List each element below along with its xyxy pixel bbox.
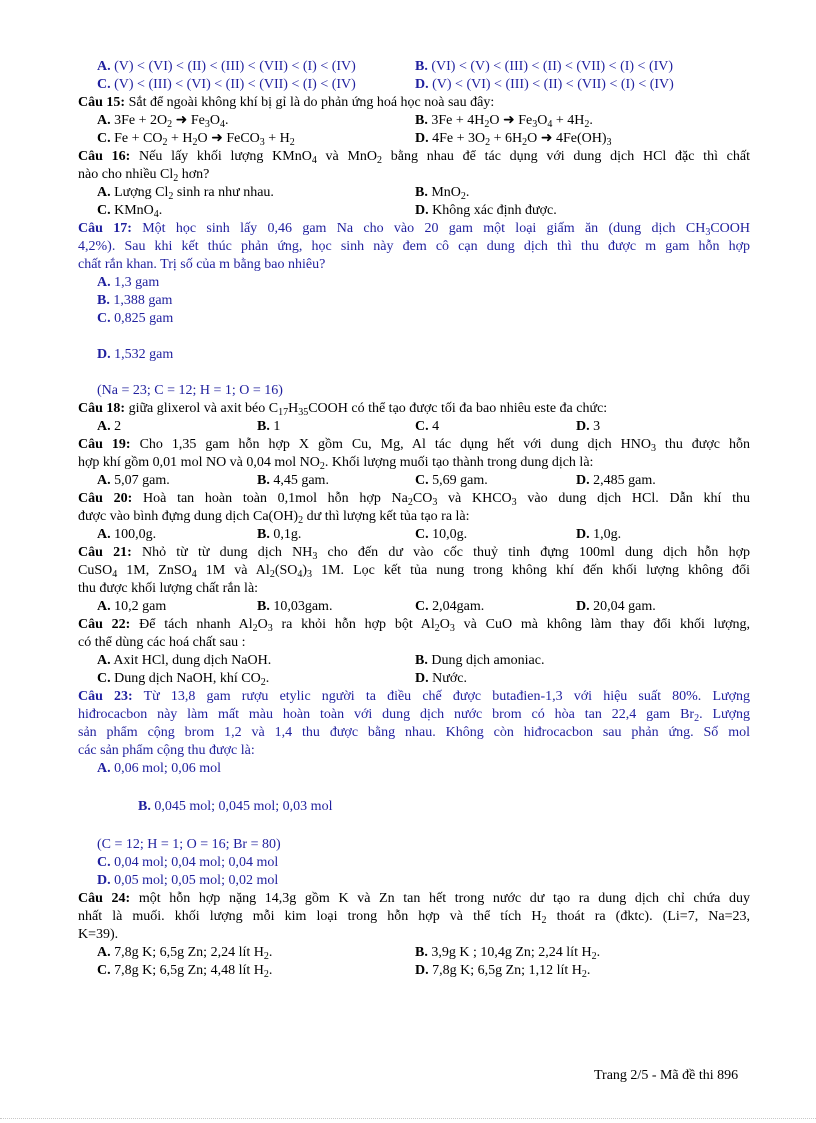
q16-option-c: C. KMnO$_4$. bbox=[97, 203, 163, 220]
q19-options bbox=[78, 472, 750, 490]
q20-stem-line-2: được vào bình đựng dung dịch $Ca(OH)_2$ dư thì lượng kết tủa tạo ra là: bbox=[78, 509, 470, 526]
q22-option-a: A. Axit HCl, dung dịch NaOH. bbox=[97, 653, 272, 668]
q14-option-d: (V) < (VI) < (III) < (II) < (VII) < (I) < (IV) bbox=[432, 77, 674, 92]
q18-option-b: B. 1 bbox=[257, 419, 281, 434]
q18-option-d: D. 3 bbox=[576, 419, 601, 434]
q17-stem-line-2: 4,2%). Sau khi kết thúc phản ứng, học sinh này đem cô cạn dung dịch thì thu được m gam hỗn hợp bbox=[78, 239, 750, 254]
q16-option-d: D. Không xác định được. bbox=[415, 203, 557, 218]
q14-option-a: (V) < (VI) < (II) < (III) < (VII) < (I) < (IV) bbox=[114, 59, 356, 74]
q22-options-row-1 bbox=[78, 652, 750, 670]
q21-option-b: B. 10,03gam. bbox=[257, 599, 333, 614]
q24-option-c: C. 7,8g K; 6,5g Zn; 4,48 lít $H_2$. bbox=[97, 963, 273, 980]
q20-option-d: D. 1,0g. bbox=[576, 527, 622, 542]
q18-option-c: C. 4 bbox=[415, 419, 440, 434]
q20-stem-line-1: Câu 20: Hoà tan hoàn toàn 0,1mol hỗn hợp $Na_2CO_3$ và $KHCO_3$ vào dung dịch HCl. Dẫn khí thu bbox=[78, 491, 751, 508]
q17-stem-line-3: chất rắn khan. Trị số của m bằng bao nhiêu? bbox=[78, 257, 326, 272]
q24-option-a: A. 7,8g K; 6,5g Zn; 2,24 lít $H_2$. bbox=[97, 945, 273, 962]
q15-option-a: A. $3Fe + 2O_2$ ➜ $Fe_3O_4$. bbox=[97, 113, 229, 130]
q16-stem-line-1: Câu 16: Nếu lấy khối lượng KMnO$_4$ và MnO$_2$ bằng nhau để tác dụng với dung dịch HCl đặc thì chất bbox=[78, 149, 751, 166]
question-label: Câu 15: bbox=[78, 95, 126, 110]
q24-stem-line-3: K=39). bbox=[78, 927, 119, 942]
q19-stem-line-1: Câu 19: Cho 1,35 gam hỗn hợp X gồm Cu, Mg, Al tác dụng hết với dung dịch $HNO_3$ thu được hỗn bbox=[78, 437, 751, 454]
q23-stem-line-3: sản phẩm cộng brom 1,2 và 1,4 thu được bằng nhau. Không còn hiđrocacbon sau phản ứng. Số mol bbox=[78, 725, 750, 740]
q17-option-b: B. 1,388 gam bbox=[97, 293, 173, 308]
q15-option-d: D. $4Fe + 3O_2 + 6H_2O$ ➜ $4Fe(OH)_3$ bbox=[415, 131, 612, 148]
question-text: Sắt để ngoài không khí bị gỉ là do phản ứng hoá học noà sau đây: bbox=[128, 95, 495, 110]
q17-stem-line-1: Câu 17: Một học sinh lấy 0,46 gam Na cho vào 20 gam một loại giấm ăn (dung dịch $CH_3COOH$ bbox=[78, 221, 751, 238]
q15-option-c: C. $Fe + CO_2 + H_2O$ ➜ FeCO$_3$ + $H_2$ bbox=[97, 131, 295, 148]
option-label: C. bbox=[97, 77, 111, 92]
q21-option-a: A. 10,2 gam bbox=[97, 599, 167, 614]
page-bottom-divider bbox=[0, 1118, 816, 1119]
q14-option-c: (V) < (III) < (VI) < (II) < (VII) < (I) < (IV) bbox=[114, 77, 356, 92]
q19-option-b: B. 4,45 gam. bbox=[257, 473, 329, 488]
q16-stem-line-2: nào cho nhiều $Cl_2$ hơn? bbox=[78, 167, 210, 184]
q14-options-row-2 bbox=[78, 76, 750, 94]
q22-option-d: D. Nước. bbox=[415, 671, 467, 686]
q20-option-a: A. 100,0g. bbox=[97, 527, 157, 542]
q20-option-b: B. 0,1g. bbox=[257, 527, 302, 542]
option-label: D. bbox=[415, 77, 429, 92]
q23-option-c: C. 0,04 mol; 0,04 mol; 0,04 mol bbox=[97, 855, 279, 870]
q24-option-d: D. 7,8g K; 6,5g Zn; 1,12 lít $H_2$. bbox=[415, 963, 591, 980]
q20-options bbox=[78, 526, 750, 544]
q18-options bbox=[78, 418, 750, 436]
q21-option-c: C. 2,04gam. bbox=[415, 599, 485, 614]
q17-option-a: A. 1,3 gam bbox=[97, 275, 160, 290]
q21-stem-line-1: Câu 21: Nhỏ từ từ dung dịch $NH_3$ cho đến dư vào cốc thuỷ tinh đựng 100ml dung dịch hỗn hợp bbox=[78, 545, 751, 562]
q19-stem-line-2: hợp khí gồm 0,01 mol NO và 0,04 mol $NO_2$. Khối lượng muối tạo thành trong dung dịch là: bbox=[78, 455, 594, 472]
q17-atomic-mass-note: (Na = 23; C = 12; H = 1; O = 16) bbox=[97, 383, 283, 398]
option-label: B. bbox=[415, 59, 428, 74]
q19-option-c: C. 5,69 gam. bbox=[415, 473, 488, 488]
q15-options-row-2 bbox=[78, 130, 750, 148]
q16-options-row-1 bbox=[78, 184, 750, 202]
q24-stem-line-1: Câu 24: một hỗn hợp nặng 14,3g gồm K và Zn tan hết trong nước dư tạo ra dung dịch chỉ chứa duy bbox=[78, 891, 751, 906]
q22-option-c: C. Dung dịch NaOH, khí $CO_2$. bbox=[97, 671, 270, 688]
q21-options bbox=[78, 598, 750, 616]
q19-option-a: A. 5,07 gam. bbox=[97, 473, 170, 488]
q20-option-c: C. 10,0g. bbox=[415, 527, 468, 542]
q14-options-row-1 bbox=[78, 58, 750, 76]
q21-stem-line-2: CuSO$_4$ 1M, ZnSO$_4$ 1M và $Al_2(SO_4)_3$ 1M. Lọc kết tủa nung trong không khí đến khối lượng không đổi bbox=[78, 563, 750, 580]
q21-stem-line-3: thu được khối lượng chất rắn là: bbox=[78, 581, 259, 596]
q22-stem-line-1: Câu 22: Để tách nhanh $Al_2O_3$ ra khỏi hỗn hợp bột $Al_2O_3$ và CuO mà không làm thay đổi khối lượng, bbox=[78, 617, 751, 634]
q18-stem: Câu 18: giữa glixerol và axit béo $C_{17}H_{35}COOH$ có thể tạo được tối đa bao nhiêu este đa chức: bbox=[78, 401, 608, 418]
q23-option-d: D. 0,05 mol; 0,05 mol; 0,02 mol bbox=[97, 873, 279, 888]
q22-options-row-2 bbox=[78, 670, 750, 688]
q23-stem-line-1: Câu 23: Từ 13,8 gam rượu etylic người ta điều chế được butađien-1,3 với hiệu suất 80%. Lượng bbox=[78, 689, 750, 704]
q22-option-b: B. Dung dịch amoniac. bbox=[415, 653, 545, 668]
exam-page bbox=[78, 58, 750, 980]
option-label: A. bbox=[97, 59, 111, 74]
q24-stem-line-2: nhất là muối. khối lượng mỗi kim loại trong hỗn hợp và thể tích $H_2$ thoát ra (đktc). (Li=7, Na=23, bbox=[78, 909, 751, 926]
q16-option-b: B. MnO$_2$. bbox=[415, 185, 470, 202]
q17-option-d: D. 1,532 gam bbox=[97, 347, 174, 362]
page-footer: Trang 2/5 - Mã đề thi 896 bbox=[594, 1068, 739, 1083]
q15-option-b: B. $3Fe + 4H_2O$ ➜ $Fe_3O_4 + 4H_2$. bbox=[415, 113, 593, 130]
q23-stem-line-4: các sản phẩm cộng thu được là: bbox=[78, 743, 255, 758]
q23-atomic-mass-note: (C = 12; H = 1; O = 16; Br = 80) bbox=[97, 837, 281, 852]
q19-option-d: D. 2,485 gam. bbox=[576, 473, 656, 488]
q24-options-row-1 bbox=[78, 944, 750, 962]
q24-options-row-2 bbox=[78, 962, 750, 980]
q22-stem-line-2: có thể dùng các hoá chất sau : bbox=[78, 635, 246, 650]
q24-option-b: B. 3,9g K ; 10,4g Zn; 2,24 lít $H_2$. bbox=[415, 945, 601, 962]
q16-options-row-2 bbox=[78, 202, 750, 220]
q23-option-a: A. 0,06 mol; 0,06 mol bbox=[97, 761, 222, 776]
q23-stem-line-2: hiđrocacbon này làm mất màu hoàn toàn với dung dịch nước brom có hòa tan 22,4 gam $Br_2$. Lượng bbox=[78, 707, 751, 724]
q17-option-c: C. 0,825 gam bbox=[97, 311, 174, 326]
q15-stem bbox=[78, 94, 750, 112]
q21-option-d: D. 20,04 gam. bbox=[576, 599, 656, 614]
q18-option-a: A. 2 bbox=[97, 419, 122, 434]
q23-option-b: B. 0,045 mol; 0,045 mol; 0,03 mol bbox=[138, 799, 333, 814]
q16-option-a: A. Lượng $Cl_2$ sinh ra như nhau. bbox=[97, 185, 274, 202]
q15-options-row-1 bbox=[78, 112, 750, 130]
q14-option-b: (VI) < (V) < (III) < (II) < (VII) < (I) < (IV) bbox=[431, 59, 674, 74]
